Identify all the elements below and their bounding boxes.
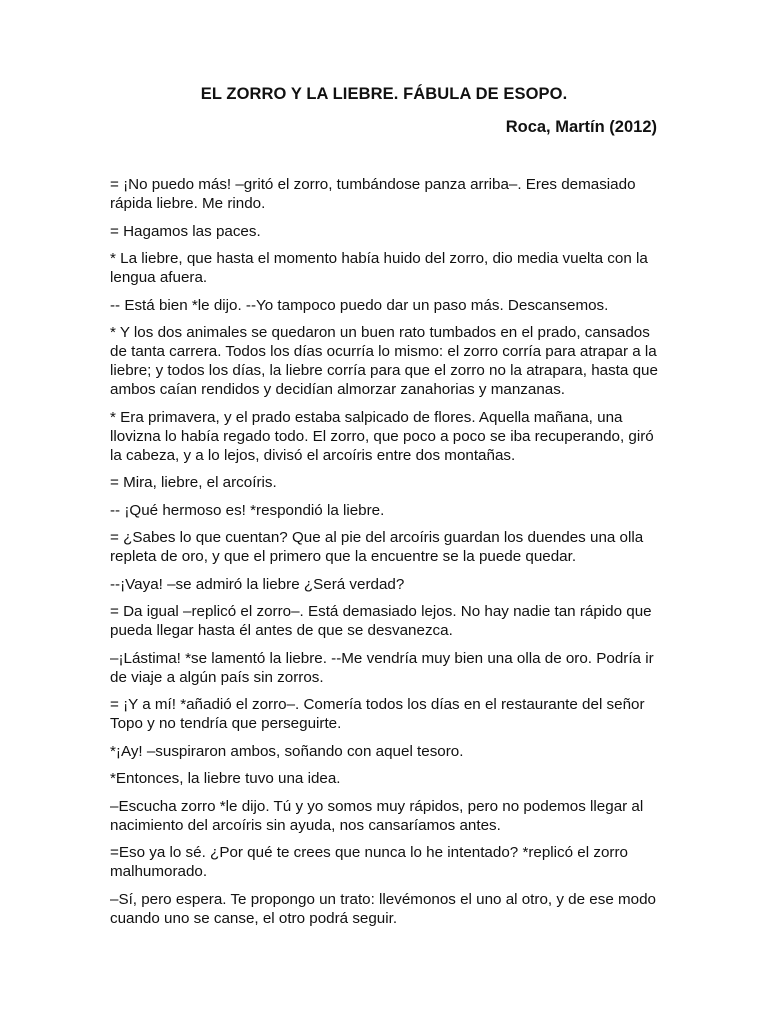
paragraph: –¡Lástima! *se lamentó la liebre. --Me vendría muy bien una olla de oro. Podría ir de viaje a algún país sin zorros. (110, 649, 654, 686)
paragraph: = ¡No puedo más! –gritó el zorro, tumbándose panza arriba–. Eres demasiado rápida liebre. Me rindo. (110, 176, 636, 212)
paragraph: -- ¡Qué hermoso es! *respondió la liebre. (110, 501, 385, 519)
paragraph: * La liebre, que hasta el momento había huido del zorro, dio media vuelta con la lengua afuera. (110, 250, 648, 286)
paragraph: -- Está bien *le dijo. --Yo tampoco puedo dar un paso más. Descansemos. (110, 296, 609, 314)
paragraph: = ¡Y a mí! *añadió el zorro–. Comería todos los días en el restaurante del señor Topo y no tendría que perseguirte. (110, 696, 645, 732)
document-title: EL ZORRO Y LA LIEBRE. FÁBULA DE ESOPO. (200, 85, 568, 103)
paragraph: –Sí, pero espera. Te propongo un trato: llevémonos el uno al otro, y de ese modo cuando uno se canse, el otro podrá seguir. (110, 890, 656, 927)
paragraph: --¡Vaya! –se admiró la liebre ¿Será verdad? (110, 575, 405, 593)
paragraph: = ¿Sabes lo que cuentan? Que al pie del arcoíris guardan los duendes una olla repleta de oro, y que el primero que la encuentre se la puede quedar. (110, 529, 644, 565)
author-citation: Roca, Martín (2012) (505, 118, 657, 136)
paragraph: = Hagamos las paces. (110, 222, 261, 240)
paragraph: = Mira, liebre, el arcoíris. (110, 474, 277, 491)
paragraph: =Eso ya lo sé. ¿Por qué te crees que nunca lo he intentado? *replicó el zorro malhumorado. (110, 844, 628, 880)
paragraph: *Entonces, la liebre tuvo una idea. (110, 770, 341, 787)
paragraph: = Da igual –replicó el zorro–. Está demasiado lejos. No hay nadie tan rápido que pueda llegar hasta él antes de que se desvanezca. (110, 603, 652, 639)
document-body (110, 175, 665, 936)
paragraph: * Y los dos animales se quedaron un buen rato tumbados en el prado, cansados de tanta carrera. Todos los días ocurría lo mismo: el zorro corría para atrapar a la liebre; y todos los días, la liebre corría para que el zorro no la atrapara, hasta que ambos caían rendidos y decidían almorzar zanahorias y manzanas. (110, 324, 658, 398)
paragraph: * Era primavera, y el prado estaba salpicado de flores. Aquella mañana, una llovizna lo había regado todo. El zorro, que poco a poco se iba recuperando, giró la cabeza, y a lo lejos, divisó el arcoíris entre dos montañas. (110, 408, 654, 464)
paragraph: –Escucha zorro *le dijo. Tú y yo somos muy rápidos, pero no podemos llegar al nacimiento del arcoíris sin ayuda, nos cansaríamos antes. (110, 797, 644, 834)
paragraph: *¡Ay! –suspiraron ambos, soñando con aquel tesoro. (110, 742, 464, 760)
